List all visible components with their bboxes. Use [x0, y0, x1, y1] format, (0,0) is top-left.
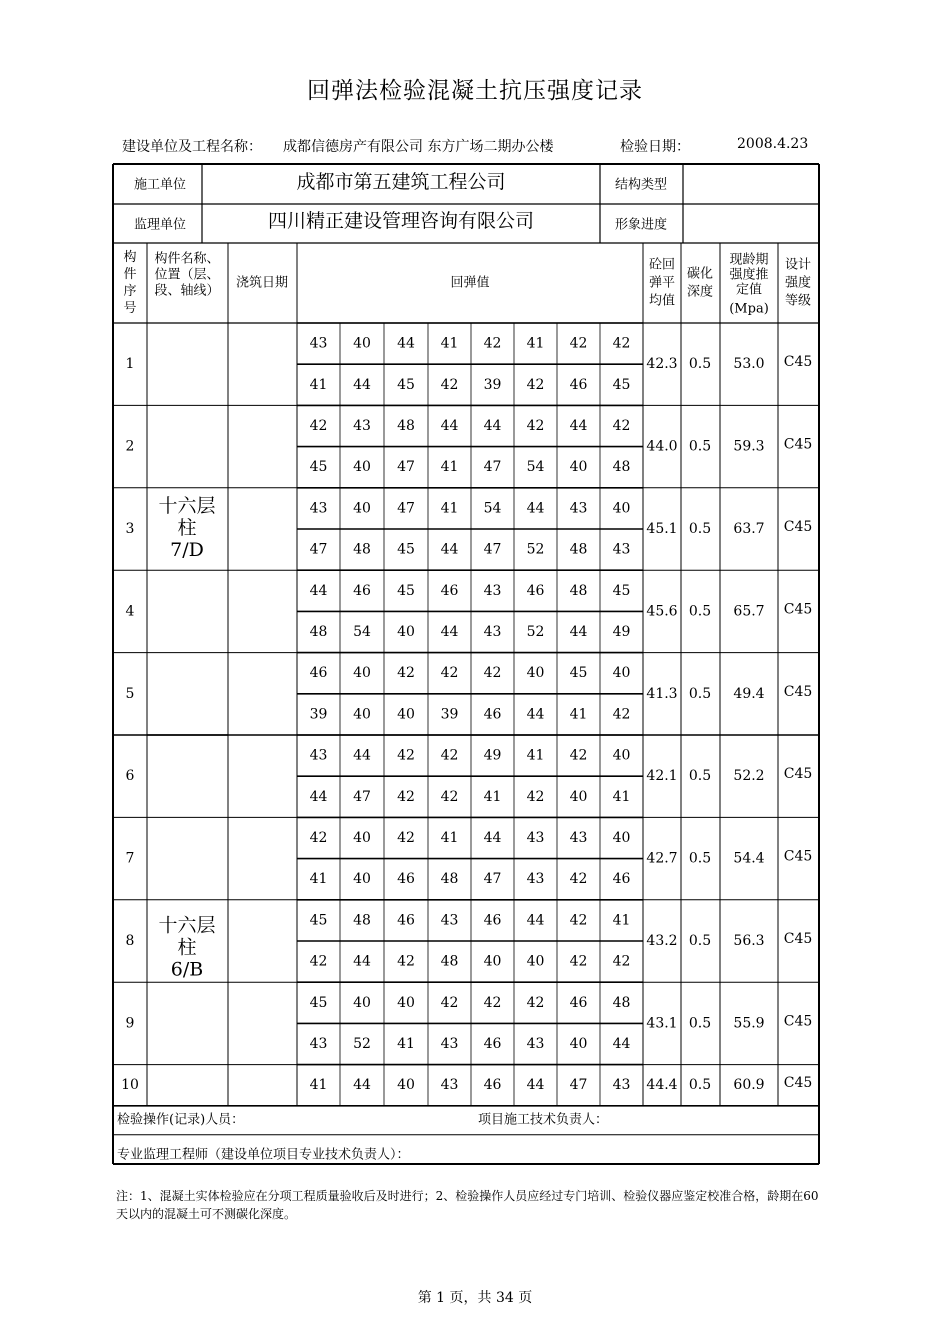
rebound-value: 44 [569, 418, 588, 434]
rebound-value: 42 [526, 994, 545, 1011]
date-value: 2008.4.23 [737, 136, 809, 152]
rebound-value: 43 [483, 624, 502, 640]
rebound-value: 43 [526, 871, 545, 888]
rebound-value: 45 [612, 376, 631, 393]
rebound-value: 40 [483, 953, 502, 970]
rebound-value: 47 [397, 459, 415, 476]
rebound-value: 47 [397, 500, 415, 517]
rebound-value: 46 [569, 994, 588, 1011]
rebound-value: 46 [483, 1077, 502, 1094]
rebound-value: 42 [569, 335, 588, 352]
group-label: 柱 [177, 517, 197, 539]
rebound-value: 49 [612, 624, 631, 640]
rebound-value: 45 [309, 994, 328, 1011]
rebound-value: 41 [612, 788, 631, 805]
col-design: 强度 [784, 275, 812, 291]
rebound-value: 44 [353, 747, 371, 764]
rebound-value: 42 [483, 994, 502, 1011]
record-no: 3 [125, 521, 135, 537]
rebound-value: 43 [440, 1036, 459, 1052]
rebound-value: 42 [440, 665, 459, 682]
rebound-value: 40 [612, 830, 631, 846]
carbon-value: 0.5 [688, 933, 712, 949]
rebound-value: 42 [397, 747, 415, 764]
rebound-value: 41 [483, 788, 502, 805]
rebound-value: 41 [440, 500, 459, 517]
rebound-value: 46 [440, 582, 459, 599]
rebound-value: 48 [397, 418, 415, 434]
group-label: 十六层 [158, 495, 216, 517]
construction-value: 成都市第五建筑工程公司 [296, 171, 506, 193]
rebound-value: 44 [526, 912, 545, 929]
carbon-value: 0.5 [688, 1077, 712, 1094]
rebound-value: 46 [483, 706, 502, 723]
rebound-value: 44 [526, 1077, 545, 1094]
col-avg: 均值 [648, 293, 676, 309]
rebound-value: 43 [440, 1077, 459, 1094]
rebound-value: 54 [353, 624, 371, 640]
rebound-value: 47 [353, 788, 371, 805]
carbon-value: 0.5 [688, 438, 712, 455]
progress-label: 形象进度 [614, 217, 668, 233]
col-avg: 砼回 [648, 257, 676, 273]
rebound-value: 48 [569, 582, 588, 599]
rebound-value: 48 [440, 953, 459, 970]
rebound-value: 42 [397, 830, 415, 846]
rebound-value: 49 [483, 747, 502, 764]
avg-value: 43.1 [646, 1015, 678, 1032]
rebound-value: 42 [440, 788, 459, 805]
rebound-value: 41 [309, 871, 328, 888]
col-avg: 弹平 [648, 275, 676, 291]
rebound-value: 48 [612, 459, 631, 476]
rebound-value: 45 [397, 541, 415, 558]
page-number: 第 1 页，共 34 页 [417, 1290, 533, 1306]
avg-value: 42.3 [646, 356, 678, 373]
record-no: 10 [121, 1077, 139, 1094]
col-strength: 定值 [735, 282, 763, 298]
rebound-value: 40 [569, 459, 588, 476]
rebound-value: 42 [309, 418, 328, 434]
col-design: 设计 [784, 257, 812, 273]
avg-value: 45.6 [646, 603, 678, 620]
strength-value: 65.7 [733, 603, 765, 620]
rebound-value: 40 [526, 953, 545, 970]
col-strength: 强度推 [729, 267, 769, 283]
rebound-value: 40 [612, 500, 631, 517]
record-no: 1 [125, 356, 135, 373]
col-name: 构件名称、 [154, 251, 220, 267]
strength-value: 53.0 [733, 356, 765, 373]
rebound-value: 46 [397, 912, 415, 929]
rebound-value: 42 [569, 912, 588, 929]
rebound-value: 42 [440, 994, 459, 1011]
rebound-value: 47 [483, 459, 502, 476]
rebound-value: 39 [309, 706, 328, 723]
rebound-value: 42 [309, 953, 328, 970]
rebound-value: 42 [397, 788, 415, 805]
rebound-value: 48 [612, 994, 631, 1011]
rebound-value: 40 [569, 788, 588, 805]
rebound-value: 44 [569, 624, 588, 640]
rebound-value: 41 [440, 830, 459, 846]
avg-value: 43.2 [646, 933, 678, 949]
rebound-value: 42 [612, 418, 631, 434]
rebound-value: 40 [569, 1036, 588, 1052]
strength-value: 56.3 [733, 933, 765, 949]
design-grade: C45 [783, 436, 813, 453]
rebound-value: 43 [309, 500, 328, 517]
supervision-label: 监理单位 [133, 217, 187, 233]
rebound-value: 44 [309, 788, 328, 805]
rebound-value: 40 [353, 335, 371, 352]
design-grade: C45 [783, 848, 813, 865]
rebound-value: 42 [440, 376, 459, 393]
group-label: 柱 [177, 936, 197, 959]
rebound-value: 39 [440, 706, 459, 723]
rebound-value: 42 [483, 665, 502, 682]
rebound-value: 40 [353, 871, 371, 888]
rebound-value: 43 [309, 1036, 328, 1052]
rebound-value: 43 [526, 830, 545, 846]
rebound-value: 43 [569, 500, 588, 517]
rebound-value: 54 [483, 500, 502, 517]
col-name: 位置（层、 [154, 267, 220, 283]
rebound-value: 44 [526, 500, 545, 517]
rebound-value: 44 [483, 830, 502, 846]
rebound-value: 43 [440, 912, 459, 929]
rebound-value: 44 [440, 541, 459, 558]
rebound-value: 41 [612, 912, 631, 929]
design-grade: C45 [783, 1075, 813, 1092]
rebound-value: 47 [483, 871, 502, 888]
record-no: 2 [125, 438, 135, 455]
rebound-value: 48 [569, 541, 588, 558]
carbon-value: 0.5 [688, 1015, 712, 1032]
avg-value: 41.3 [646, 685, 678, 702]
group-label: 7/D [170, 539, 204, 561]
col-seq: 序 [123, 284, 137, 299]
rebound-value: 41 [309, 1077, 328, 1094]
col-carbon: 碳化 [686, 266, 714, 282]
rebound-value: 44 [612, 1036, 631, 1052]
rebound-value: 42 [309, 830, 328, 846]
rebound-value: 42 [526, 788, 545, 805]
rebound-value: 43 [612, 1077, 631, 1094]
carbon-value: 0.5 [688, 521, 712, 537]
record-no: 4 [125, 603, 135, 620]
col-seq: 号 [123, 301, 137, 316]
record-no: 5 [125, 685, 135, 702]
rebound-value: 41 [569, 706, 588, 723]
record-no: 8 [125, 933, 135, 949]
strength-value: 63.7 [733, 521, 765, 537]
carbon-value: 0.5 [688, 768, 712, 785]
col-pour-date: 浇筑日期 [235, 275, 289, 291]
rebound-value: 43 [569, 830, 588, 846]
rebound-value: 42 [569, 953, 588, 970]
rebound-value: 42 [569, 747, 588, 764]
col-carbon: 深度 [686, 284, 714, 300]
rebound-value: 42 [397, 665, 415, 682]
col-seq: 件 [123, 267, 137, 282]
rebound-value: 43 [309, 747, 328, 764]
rebound-value: 45 [612, 582, 631, 599]
tech-lead-label: 项目施工技术负责人： [478, 1112, 609, 1128]
design-grade: C45 [783, 931, 813, 947]
rebound-value: 43 [483, 582, 502, 599]
rebound-value: 40 [397, 1077, 415, 1094]
rebound-value: 42 [483, 335, 502, 352]
rebound-value: 44 [397, 335, 415, 352]
rebound-value: 46 [569, 376, 588, 393]
avg-value: 42.1 [646, 768, 678, 785]
rebound-value: 41 [440, 335, 459, 352]
rebound-value: 48 [353, 541, 371, 558]
carbon-value: 0.5 [688, 685, 712, 702]
rebound-value: 44 [353, 953, 371, 970]
carbon-value: 0.5 [688, 850, 712, 867]
rebound-value: 45 [397, 582, 415, 599]
rebound-value: 40 [353, 994, 371, 1011]
rebound-value: 46 [353, 582, 371, 599]
rebound-value: 41 [526, 747, 545, 764]
avg-value: 45.1 [646, 521, 678, 537]
rebound-value: 46 [397, 871, 415, 888]
rebound-value: 42 [569, 871, 588, 888]
design-grade: C45 [783, 683, 813, 700]
rebound-value: 44 [483, 418, 502, 434]
strength-value: 52.2 [733, 768, 765, 785]
rebound-value: 40 [353, 706, 371, 723]
rebound-value: 41 [526, 335, 545, 352]
strength-value: 60.9 [733, 1077, 765, 1094]
record-no: 9 [125, 1015, 135, 1032]
rebound-value: 43 [526, 1036, 545, 1052]
design-grade: C45 [783, 766, 813, 783]
design-grade: C45 [783, 601, 813, 618]
strength-value: 59.3 [733, 438, 765, 455]
rebound-value: 44 [526, 706, 545, 723]
rebound-value: 47 [483, 541, 502, 558]
supervision-value: 四川精正建设管理咨询有限公司 [267, 210, 535, 232]
rebound-value: 45 [397, 376, 415, 393]
group-label: 十六层 [158, 914, 216, 937]
design-grade: C45 [783, 1013, 813, 1030]
rebound-value: 54 [526, 459, 545, 476]
group-label: 6/B [170, 958, 204, 981]
rebound-value: 45 [309, 459, 328, 476]
rebound-value: 43 [353, 418, 371, 434]
rebound-value: 52 [526, 624, 545, 640]
avg-value: 44.0 [646, 438, 678, 455]
project-label: 建设单位及工程名称： [122, 139, 262, 155]
rebound-value: 40 [526, 665, 545, 682]
rebound-value: 44 [353, 1077, 371, 1094]
rebound-value: 42 [612, 335, 631, 352]
rebound-value: 47 [569, 1077, 588, 1094]
supervisor-label: 专业监理工程师（建设单位项目专业技术负责人）： [117, 1147, 410, 1163]
rebound-value: 40 [353, 665, 371, 682]
rebound-value: 46 [483, 912, 502, 929]
project-value: 成都信德房产有限公司 东方广场二期办公楼 [283, 139, 554, 155]
rebound-value: 45 [569, 665, 588, 682]
rebound-value: 41 [440, 459, 459, 476]
rebound-value: 44 [309, 582, 328, 599]
rebound-value: 40 [353, 459, 371, 476]
rebound-value: 42 [526, 376, 545, 393]
rebound-value: 44 [353, 376, 371, 393]
avg-value: 44.4 [646, 1077, 678, 1094]
operator-label: 检验操作(记录)人员： [117, 1112, 245, 1128]
footnote: 注：1、混凝土实体检验应在分项工程质量验收后及时进行；2、检验操作人员应经过专门培训、检验仪器应鉴定校准合格，龄期在60天以内的混凝土可不测碳化深度。 [116, 1189, 819, 1221]
rebound-value: 48 [440, 871, 459, 888]
rebound-value: 42 [397, 953, 415, 970]
rebound-value: 46 [526, 582, 545, 599]
rebound-value: 40 [397, 624, 415, 640]
rebound-value: 42 [440, 747, 459, 764]
date-label: 检验日期： [620, 139, 690, 155]
rebound-value: 46 [612, 871, 631, 888]
rebound-value: 41 [397, 1036, 415, 1052]
page-title: 回弹法检验混凝土抗压强度记录 [307, 78, 643, 104]
construction-label: 施工单位 [133, 177, 187, 193]
rebound-value: 44 [440, 624, 459, 640]
carbon-value: 0.5 [688, 356, 712, 373]
rebound-value: 40 [397, 994, 415, 1011]
strength-value: 55.9 [733, 1015, 765, 1032]
record-no: 7 [125, 850, 135, 867]
col-name: 段、轴线） [154, 283, 220, 299]
record-no: 6 [125, 768, 135, 785]
rebound-value: 40 [353, 500, 371, 517]
col-strength: 现龄期 [729, 252, 769, 268]
rebound-value: 43 [309, 335, 328, 352]
col-design: 等级 [784, 293, 812, 309]
carbon-value: 0.5 [688, 603, 712, 620]
rebound-value: 40 [612, 665, 631, 682]
design-grade: C45 [783, 354, 813, 371]
rebound-value: 39 [483, 376, 502, 393]
col-strength-unit: (Mpa) [729, 301, 769, 317]
rebound-value: 40 [353, 830, 371, 846]
rebound-value: 44 [440, 418, 459, 434]
col-seq: 构 [123, 250, 137, 265]
avg-value: 42.7 [646, 850, 678, 867]
col-rebound: 回弹值 [450, 275, 490, 291]
rebound-value: 52 [526, 541, 545, 558]
structure-type-label: 结构类型 [614, 177, 668, 193]
strength-value: 54.4 [733, 850, 765, 867]
rebound-value: 48 [353, 912, 371, 929]
rebound-value: 41 [309, 376, 328, 393]
rebound-value: 52 [353, 1036, 371, 1052]
rebound-value: 46 [483, 1036, 502, 1052]
rebound-value: 43 [612, 541, 631, 558]
rebound-value: 42 [612, 953, 631, 970]
rebound-value: 45 [309, 912, 328, 929]
rebound-value: 40 [397, 706, 415, 723]
rebound-value: 40 [612, 747, 631, 764]
rebound-value: 42 [612, 706, 631, 723]
rebound-value: 47 [309, 541, 328, 558]
design-grade: C45 [783, 519, 813, 535]
rebound-value: 42 [526, 418, 545, 434]
rebound-value: 46 [309, 665, 328, 682]
rebound-value: 48 [309, 624, 328, 640]
strength-value: 49.4 [733, 685, 765, 702]
